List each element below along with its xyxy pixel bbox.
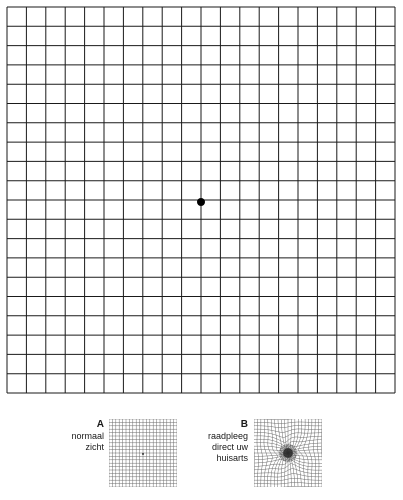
example-a-caption-line: zicht xyxy=(85,442,104,452)
thumb-grid-lines xyxy=(109,419,177,487)
fixation-dot xyxy=(197,198,205,206)
example-b-grid xyxy=(254,419,322,487)
example-a-caption xyxy=(50,419,104,453)
example-b-caption-line: raadpleeg xyxy=(207,431,248,441)
example-b-caption xyxy=(190,419,248,464)
example-b-letter: B xyxy=(240,419,248,430)
thumb-dark-halo xyxy=(279,444,297,462)
example-a-caption-line: normaal xyxy=(71,431,104,441)
thumb-fixation-dot xyxy=(142,453,144,455)
example-b-caption-line: huisarts xyxy=(216,453,248,463)
example-b-caption-line: direct uw xyxy=(211,442,248,452)
example-a-grid xyxy=(109,419,177,487)
example-a-letter: A xyxy=(96,419,104,430)
